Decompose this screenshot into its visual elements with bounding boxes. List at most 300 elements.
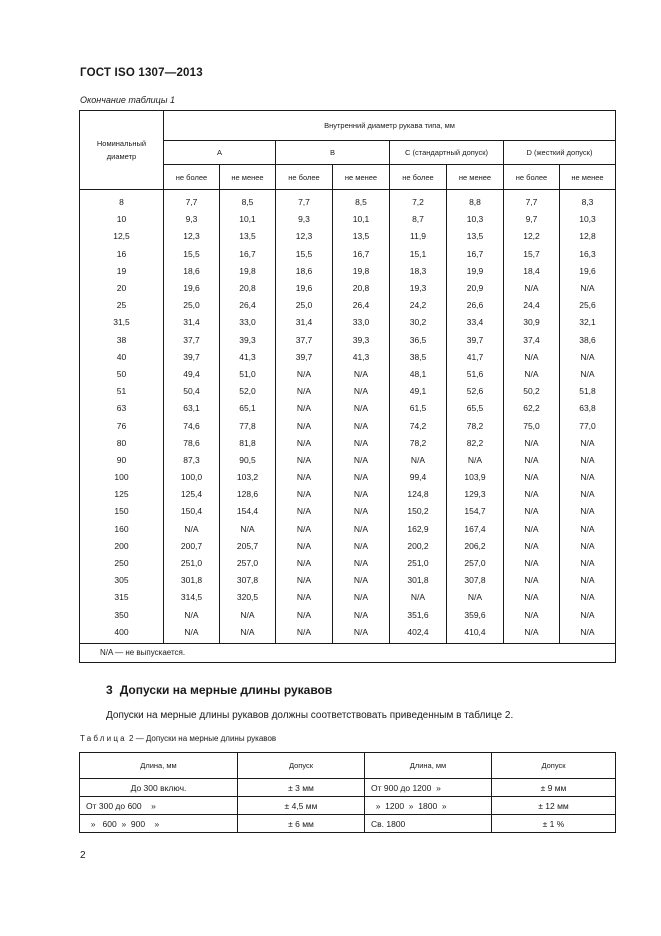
diameter-value-cell: 78,2 xyxy=(390,435,447,452)
diameter-value-cell: N/A xyxy=(504,469,560,486)
table-row xyxy=(80,469,616,486)
table-row xyxy=(80,383,616,400)
sub-header-min: не менее xyxy=(333,165,390,190)
diameter-value-cell: 37,7 xyxy=(164,332,220,349)
diameter-value-cell: N/A xyxy=(504,435,560,452)
table-row xyxy=(80,228,616,245)
diameter-value-cell: 20,9 xyxy=(447,280,504,297)
diameter-value-cell: 48,1 xyxy=(390,366,447,383)
table-2-cell: ± 1 % xyxy=(492,815,616,833)
nominal-header-line-1: Номинальный xyxy=(96,139,147,148)
nominal-diameter-cell: 76 xyxy=(80,417,164,434)
diameter-value-cell: 150,2 xyxy=(390,503,447,520)
table-row xyxy=(80,400,616,417)
diameter-value-cell: 90,5 xyxy=(220,452,276,469)
table-row xyxy=(80,314,616,331)
diameter-value-cell: 8,5 xyxy=(220,190,276,212)
table-2-header-tolerance: Допуск xyxy=(238,753,365,779)
table-row xyxy=(80,190,616,212)
diameter-value-cell: N/A xyxy=(333,486,390,503)
diameter-value-cell: 37,7 xyxy=(276,332,333,349)
diameter-value-cell: N/A xyxy=(560,589,616,606)
diameter-value-cell: 15,1 xyxy=(390,246,447,263)
sub-header-max: не более xyxy=(276,165,333,190)
diameter-value-cell: 10,1 xyxy=(333,211,390,228)
diameter-value-cell: 74,6 xyxy=(164,417,220,434)
diameter-value-cell: 32,1 xyxy=(560,314,616,331)
diameter-value-cell: 314,5 xyxy=(164,589,220,606)
diameter-value-cell: 15,7 xyxy=(504,246,560,263)
diameter-value-cell: 16,7 xyxy=(220,246,276,263)
diameter-value-cell: 63,1 xyxy=(164,400,220,417)
diameter-value-cell: 65,5 xyxy=(447,400,504,417)
diameter-value-cell: 74,2 xyxy=(390,417,447,434)
diameter-value-cell: N/A xyxy=(220,624,276,644)
diameter-value-cell: 257,0 xyxy=(220,555,276,572)
diameter-value-cell: 50,2 xyxy=(504,383,560,400)
diameter-value-cell: 154,4 xyxy=(220,503,276,520)
nominal-diameter-cell: 38 xyxy=(80,332,164,349)
diameter-value-cell: 257,0 xyxy=(447,555,504,572)
diameter-value-cell: 16,7 xyxy=(333,246,390,263)
table-2-header-length: Длина, мм xyxy=(365,753,492,779)
table-row xyxy=(80,297,616,314)
table-2-caption xyxy=(80,734,276,743)
diameter-value-cell: 10,3 xyxy=(447,211,504,228)
diameter-value-cell: N/A xyxy=(560,607,616,624)
diameter-value-cell: 12,3 xyxy=(276,228,333,245)
diameter-value-cell: N/A xyxy=(333,383,390,400)
type-header-a: A xyxy=(164,141,276,165)
diameter-value-cell: 19,8 xyxy=(333,263,390,280)
table-row xyxy=(80,280,616,297)
nominal-diameter-cell: 63 xyxy=(80,400,164,417)
diameter-value-cell: N/A xyxy=(276,486,333,503)
diameter-value-cell: N/A xyxy=(504,452,560,469)
table-row xyxy=(80,538,616,555)
diameter-value-cell: 12,8 xyxy=(560,228,616,245)
diameter-value-cell: N/A xyxy=(504,589,560,606)
diameter-value-cell: 31,4 xyxy=(164,314,220,331)
diameter-value-cell: 36,5 xyxy=(390,332,447,349)
diameter-value-cell: N/A xyxy=(333,589,390,606)
diameter-value-cell: N/A xyxy=(504,607,560,624)
table-2-cell: Св. 1800 xyxy=(365,815,492,833)
diameter-value-cell: 19,3 xyxy=(390,280,447,297)
diameter-value-cell: 25,0 xyxy=(164,297,220,314)
diameter-value-cell: N/A xyxy=(333,572,390,589)
diameter-value-cell: N/A xyxy=(276,521,333,538)
diameter-value-cell: 103,2 xyxy=(220,469,276,486)
diameter-value-cell: 18,6 xyxy=(164,263,220,280)
diameter-value-cell: N/A xyxy=(164,521,220,538)
diameter-value-cell: 129,3 xyxy=(447,486,504,503)
nominal-diameter-cell: 51 xyxy=(80,383,164,400)
diameter-value-cell: 320,5 xyxy=(220,589,276,606)
diameter-value-cell: N/A xyxy=(220,521,276,538)
diameter-value-cell: 8,8 xyxy=(447,190,504,212)
diameter-value-cell: N/A xyxy=(560,555,616,572)
sub-header-max: не более xyxy=(164,165,220,190)
diameter-value-cell: N/A xyxy=(390,589,447,606)
diameter-value-cell: N/A xyxy=(333,624,390,644)
table-2-cell: ± 12 мм xyxy=(492,797,616,815)
diameter-value-cell: 33,0 xyxy=(333,314,390,331)
table-1-footnote: N/A — не выпускается. xyxy=(80,643,616,662)
diameter-value-cell: N/A xyxy=(333,469,390,486)
table-row xyxy=(80,349,616,366)
diameter-value-cell: 351,6 xyxy=(390,607,447,624)
diameter-value-cell: 37,4 xyxy=(504,332,560,349)
diameter-value-cell: 41,3 xyxy=(333,349,390,366)
diameter-value-cell: N/A xyxy=(220,607,276,624)
diameter-value-cell: 30,9 xyxy=(504,314,560,331)
section-number: 3 xyxy=(106,683,113,697)
diameter-value-cell: 9,3 xyxy=(164,211,220,228)
diameter-value-cell: 18,3 xyxy=(390,263,447,280)
diameter-value-cell: 78,6 xyxy=(164,435,220,452)
diameter-value-cell: 9,7 xyxy=(504,211,560,228)
diameter-value-cell: N/A xyxy=(560,503,616,520)
diameter-value-cell: 8,5 xyxy=(333,190,390,212)
nominal-diameter-cell: 19 xyxy=(80,263,164,280)
nominal-diameter-cell: 305 xyxy=(80,572,164,589)
diameter-value-cell: 402,4 xyxy=(390,624,447,644)
diameter-value-cell: 41,7 xyxy=(447,349,504,366)
diameter-value-cell: 19,6 xyxy=(164,280,220,297)
diameter-value-cell: N/A xyxy=(504,538,560,555)
diameter-value-cell: N/A xyxy=(504,624,560,644)
diameter-value-cell: N/A xyxy=(276,503,333,520)
diameter-value-cell: 38,5 xyxy=(390,349,447,366)
diameter-value-cell: N/A xyxy=(333,452,390,469)
diameter-value-cell: N/A xyxy=(164,607,220,624)
diameter-value-cell: N/A xyxy=(560,435,616,452)
diameter-value-cell: N/A xyxy=(333,607,390,624)
diameter-value-cell: N/A xyxy=(276,572,333,589)
diameter-value-cell: 8,3 xyxy=(560,190,616,212)
diameter-value-cell: 150,4 xyxy=(164,503,220,520)
diameter-value-cell: N/A xyxy=(333,400,390,417)
diameter-value-cell: 359,6 xyxy=(447,607,504,624)
diameter-value-cell: 13,5 xyxy=(220,228,276,245)
diameter-value-cell: N/A xyxy=(560,349,616,366)
diameter-value-cell: N/A xyxy=(276,400,333,417)
diameter-value-cell: N/A xyxy=(447,589,504,606)
table-row xyxy=(80,486,616,503)
diameter-value-cell: N/A xyxy=(504,555,560,572)
diameter-value-cell: N/A xyxy=(504,521,560,538)
nominal-diameter-cell: 125 xyxy=(80,486,164,503)
table-2-header-tolerance: Допуск xyxy=(492,753,616,779)
table-row xyxy=(80,246,616,263)
diameter-value-cell: N/A xyxy=(447,452,504,469)
diameter-value-cell: 81,8 xyxy=(220,435,276,452)
diameter-value-cell: 77,8 xyxy=(220,417,276,434)
diameter-value-cell: N/A xyxy=(560,521,616,538)
diameter-value-cell: 200,2 xyxy=(390,538,447,555)
diameter-value-cell: 39,7 xyxy=(276,349,333,366)
diameter-value-cell: N/A xyxy=(276,435,333,452)
nominal-diameter-cell: 20 xyxy=(80,280,164,297)
diameter-value-cell: 26,6 xyxy=(447,297,504,314)
diameter-value-cell: 63,8 xyxy=(560,400,616,417)
table-2-cell: От 900 до 1200 » xyxy=(365,779,492,797)
nominal-diameter-cell: 25 xyxy=(80,297,164,314)
nominal-diameter-header xyxy=(80,111,164,190)
table-1 xyxy=(79,110,616,663)
diameter-value-cell: 33,4 xyxy=(447,314,504,331)
sub-header-min: не менее xyxy=(560,165,616,190)
diameter-value-cell: 82,2 xyxy=(447,435,504,452)
sub-header-max: не более xyxy=(390,165,447,190)
diameter-value-cell: N/A xyxy=(276,589,333,606)
diameter-value-cell: N/A xyxy=(560,366,616,383)
diameter-value-cell: 12,3 xyxy=(164,228,220,245)
table-row xyxy=(80,366,616,383)
nominal-diameter-cell: 400 xyxy=(80,624,164,644)
diameter-value-cell: 61,5 xyxy=(390,400,447,417)
diameter-value-cell: 301,8 xyxy=(390,572,447,589)
type-header-d: D (жесткий допуск) xyxy=(504,141,616,165)
diameter-value-cell: 87,3 xyxy=(164,452,220,469)
diameter-value-cell: 18,4 xyxy=(504,263,560,280)
diameter-value-cell: N/A xyxy=(504,366,560,383)
diameter-value-cell: N/A xyxy=(504,503,560,520)
section-title: Допуски на мерные длины рукавов xyxy=(119,683,333,697)
table-row xyxy=(80,332,616,349)
diameter-value-cell: 77,0 xyxy=(560,417,616,434)
nominal-diameter-cell: 50 xyxy=(80,366,164,383)
diameter-value-cell: N/A xyxy=(390,452,447,469)
diameter-value-cell: 251,0 xyxy=(164,555,220,572)
diameter-value-cell: N/A xyxy=(560,538,616,555)
table-row xyxy=(80,555,616,572)
table-2-cell: До 300 включ. xyxy=(80,779,238,797)
diameter-value-cell: 51,6 xyxy=(447,366,504,383)
diameter-value-cell: 103,9 xyxy=(447,469,504,486)
diameter-value-cell: N/A xyxy=(276,555,333,572)
diameter-value-cell: 100,0 xyxy=(164,469,220,486)
table-2-cell: От 300 до 600 » xyxy=(80,797,238,815)
diameter-value-cell: N/A xyxy=(276,624,333,644)
diameter-value-cell: 206,2 xyxy=(447,538,504,555)
nominal-diameter-cell: 90 xyxy=(80,452,164,469)
diameter-value-cell: N/A xyxy=(333,555,390,572)
diameter-value-cell: N/A xyxy=(333,366,390,383)
diameter-value-cell: N/A xyxy=(164,624,220,644)
nominal-diameter-cell: 150 xyxy=(80,503,164,520)
diameter-value-cell: 39,3 xyxy=(220,332,276,349)
table-row xyxy=(80,211,616,228)
nominal-diameter-cell: 350 xyxy=(80,607,164,624)
diameter-value-cell: 49,1 xyxy=(390,383,447,400)
diameter-value-cell: N/A xyxy=(333,503,390,520)
table-row xyxy=(80,435,616,452)
diameter-value-cell: 41,3 xyxy=(220,349,276,366)
diameter-value-cell: 18,6 xyxy=(276,263,333,280)
diameter-value-cell: 16,7 xyxy=(447,246,504,263)
nominal-diameter-cell: 10 xyxy=(80,211,164,228)
diameter-value-cell: 24,4 xyxy=(504,297,560,314)
diameter-value-cell: 8,7 xyxy=(390,211,447,228)
diameter-value-cell: 13,5 xyxy=(333,228,390,245)
diameter-value-cell: 16,3 xyxy=(560,246,616,263)
diameter-value-cell: 33,0 xyxy=(220,314,276,331)
table-2-header-length: Длина, мм xyxy=(80,753,238,779)
diameter-value-cell: 38,6 xyxy=(560,332,616,349)
nominal-diameter-cell: 315 xyxy=(80,589,164,606)
diameter-value-cell: 20,8 xyxy=(220,280,276,297)
sub-header-min: не менее xyxy=(220,165,276,190)
nominal-diameter-cell: 250 xyxy=(80,555,164,572)
section-paragraph: Допуски на мерные длины рукавов должны соответствовать приведенным в таблице 2. xyxy=(106,710,514,721)
diameter-value-cell: 52,0 xyxy=(220,383,276,400)
table-row xyxy=(80,452,616,469)
table-2 xyxy=(79,752,616,833)
diameter-value-cell: 125,4 xyxy=(164,486,220,503)
diameter-value-cell: 39,3 xyxy=(333,332,390,349)
diameter-value-cell: 19,6 xyxy=(276,280,333,297)
diameter-value-cell: 162,9 xyxy=(390,521,447,538)
diameter-value-cell: 10,3 xyxy=(560,211,616,228)
diameter-value-cell: 307,8 xyxy=(220,572,276,589)
nominal-header-line-2: диаметр xyxy=(106,152,137,161)
table-row xyxy=(80,589,616,606)
diameter-value-cell: 31,4 xyxy=(276,314,333,331)
diameter-value-cell: 78,2 xyxy=(447,417,504,434)
diameter-value-cell: N/A xyxy=(276,417,333,434)
diameter-value-cell: 124,8 xyxy=(390,486,447,503)
diameter-value-cell: 307,8 xyxy=(447,572,504,589)
diameter-value-cell: N/A xyxy=(504,486,560,503)
diameter-value-cell: N/A xyxy=(560,280,616,297)
sub-header-max: не более xyxy=(504,165,560,190)
table-row xyxy=(80,263,616,280)
diameter-value-cell: 200,7 xyxy=(164,538,220,555)
diameter-value-cell: 12,2 xyxy=(504,228,560,245)
diameter-value-cell: N/A xyxy=(560,572,616,589)
diameter-value-cell: N/A xyxy=(504,280,560,297)
diameter-value-cell: 11,9 xyxy=(390,228,447,245)
diameter-value-cell: N/A xyxy=(333,538,390,555)
diameter-value-cell: 65,1 xyxy=(220,400,276,417)
table-2-cell: ± 6 мм xyxy=(238,815,365,833)
diameter-value-cell: 19,9 xyxy=(447,263,504,280)
diameter-value-cell: 13,5 xyxy=(447,228,504,245)
diameter-value-cell: 24,2 xyxy=(390,297,447,314)
diameter-value-cell: 99,4 xyxy=(390,469,447,486)
diameter-value-cell: 15,5 xyxy=(276,246,333,263)
diameter-value-cell: 26,4 xyxy=(220,297,276,314)
diameter-value-cell: N/A xyxy=(560,486,616,503)
diameter-value-cell: 30,2 xyxy=(390,314,447,331)
diameter-value-cell: N/A xyxy=(276,538,333,555)
nominal-diameter-cell: 31,5 xyxy=(80,314,164,331)
table-row xyxy=(80,417,616,434)
document-code-header: ГОСТ ISO 1307—2013 xyxy=(80,67,203,79)
table-2-cell: » 1200 » 1800 » xyxy=(365,797,492,815)
diameter-value-cell: 128,6 xyxy=(220,486,276,503)
diameter-value-cell: 51,8 xyxy=(560,383,616,400)
diameter-value-cell: 7,7 xyxy=(164,190,220,212)
section-heading xyxy=(106,683,332,697)
diameter-value-cell: N/A xyxy=(560,469,616,486)
type-header-c: C (стандартный допуск) xyxy=(390,141,504,165)
table-2-cell: » 600 » 900 » xyxy=(80,815,238,833)
nominal-diameter-cell: 80 xyxy=(80,435,164,452)
diameter-value-cell: 50,4 xyxy=(164,383,220,400)
inner-diameter-group-header: Внутренний диаметр рукава типа, мм xyxy=(164,111,616,141)
diameter-value-cell: 62,2 xyxy=(504,400,560,417)
diameter-value-cell: 301,8 xyxy=(164,572,220,589)
nominal-diameter-cell: 160 xyxy=(80,521,164,538)
diameter-value-cell: 205,7 xyxy=(220,538,276,555)
table-1-caption: Окончание таблицы 1 xyxy=(80,95,175,105)
table-1-body xyxy=(80,190,616,644)
diameter-value-cell: 49,4 xyxy=(164,366,220,383)
table-2-cell: ± 4,5 мм xyxy=(238,797,365,815)
page-number: 2 xyxy=(80,850,86,861)
table-row xyxy=(80,624,616,644)
table-row xyxy=(80,503,616,520)
diameter-value-cell: 7,7 xyxy=(504,190,560,212)
table-row xyxy=(80,607,616,624)
diameter-value-cell: 39,7 xyxy=(447,332,504,349)
diameter-value-cell: 25,0 xyxy=(276,297,333,314)
type-header-b: B xyxy=(276,141,390,165)
diameter-value-cell: 7,2 xyxy=(390,190,447,212)
diameter-value-cell: 51,0 xyxy=(220,366,276,383)
nominal-diameter-cell: 16 xyxy=(80,246,164,263)
diameter-value-cell: N/A xyxy=(560,452,616,469)
diameter-value-cell: 75,0 xyxy=(504,417,560,434)
nominal-diameter-cell: 100 xyxy=(80,469,164,486)
diameter-value-cell: N/A xyxy=(276,607,333,624)
diameter-value-cell: 19,8 xyxy=(220,263,276,280)
diameter-value-cell: 15,5 xyxy=(164,246,220,263)
diameter-value-cell: 25,6 xyxy=(560,297,616,314)
nominal-diameter-cell: 40 xyxy=(80,349,164,366)
diameter-value-cell: N/A xyxy=(276,383,333,400)
diameter-value-cell: 19,6 xyxy=(560,263,616,280)
table-2-caption-text: 2 — Допуски на мерные длины рукавов xyxy=(129,734,277,743)
table-2-caption-prefix: Таблица xyxy=(80,734,127,743)
diameter-value-cell: 167,4 xyxy=(447,521,504,538)
diameter-value-cell: 9,3 xyxy=(276,211,333,228)
diameter-value-cell: 26,4 xyxy=(333,297,390,314)
table-row xyxy=(80,521,616,538)
diameter-value-cell: 7,7 xyxy=(276,190,333,212)
diameter-value-cell: 154,7 xyxy=(447,503,504,520)
diameter-value-cell: 251,0 xyxy=(390,555,447,572)
nominal-diameter-cell: 8 xyxy=(80,190,164,212)
diameter-value-cell: N/A xyxy=(333,435,390,452)
table-row xyxy=(80,572,616,589)
diameter-value-cell: N/A xyxy=(504,572,560,589)
diameter-value-cell: N/A xyxy=(276,469,333,486)
nominal-diameter-cell: 200 xyxy=(80,538,164,555)
nominal-diameter-cell: 12,5 xyxy=(80,228,164,245)
table-2-cell: ± 9 мм xyxy=(492,779,616,797)
diameter-value-cell: N/A xyxy=(504,349,560,366)
diameter-value-cell: N/A xyxy=(276,366,333,383)
sub-header-min: не менее xyxy=(447,165,504,190)
diameter-value-cell: N/A xyxy=(333,521,390,538)
diameter-value-cell: N/A xyxy=(276,452,333,469)
table-2-cell: ± 3 мм xyxy=(238,779,365,797)
diameter-value-cell: 410,4 xyxy=(447,624,504,644)
